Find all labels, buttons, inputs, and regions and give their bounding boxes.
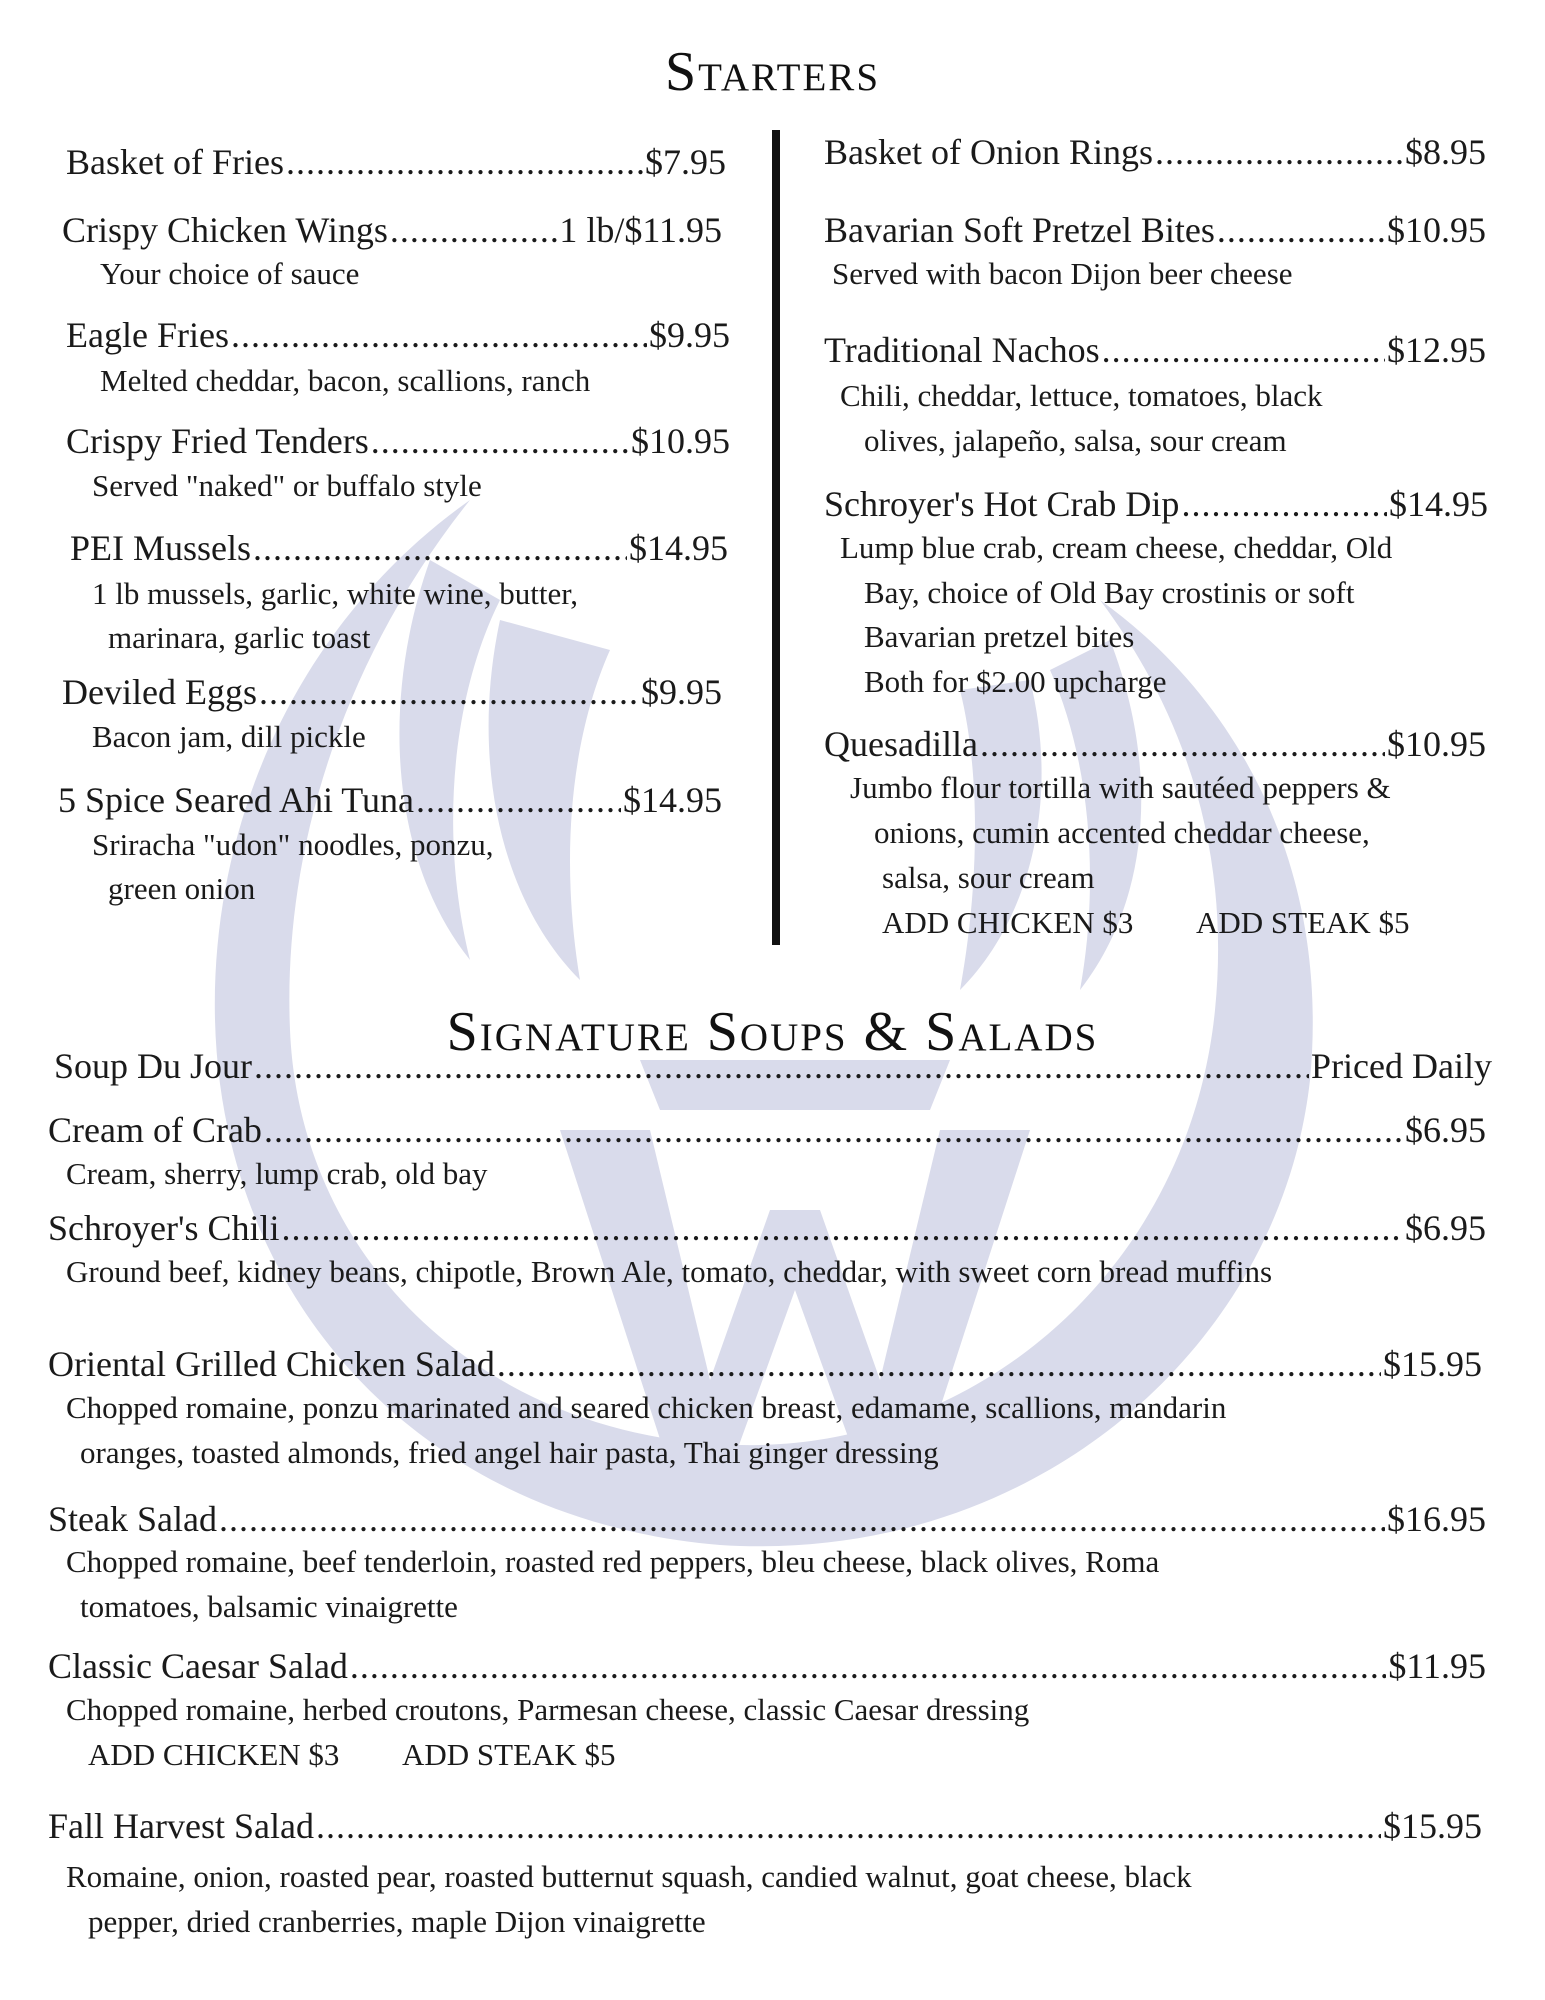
item-description: olives, jalapeño, salsa, sour cream bbox=[864, 423, 1287, 458]
menu-item-pretzel-bites: Bavarian Soft Pretzel Bites ..... $10.95 bbox=[824, 208, 1486, 252]
menu-item-caesar-salad: Classic Caesar Salad ..... $11.95 bbox=[48, 1644, 1486, 1688]
menu-item-deviled-eggs: Deviled Eggs ..... $9.95 bbox=[62, 670, 722, 714]
item-price: $16.95 bbox=[1387, 1499, 1486, 1539]
starters-heading: Starters bbox=[664, 41, 881, 103]
item-price: $14.95 bbox=[623, 780, 722, 820]
addon-chicken: ADD CHICKEN $3 bbox=[88, 1737, 340, 1772]
menu-item-pei-mussels: PEI Mussels ..... $14.95 bbox=[70, 526, 728, 570]
item-price: $6.95 bbox=[1405, 1110, 1486, 1150]
menu-item-soup-du-jour: Soup Du Jour ..... Priced Daily bbox=[54, 1044, 1492, 1088]
item-price: $9.95 bbox=[641, 672, 722, 712]
menu-item-fall-harvest-salad: Fall Harvest Salad ..... $15.95 bbox=[48, 1804, 1482, 1848]
addon-steak: ADD STEAK $5 bbox=[402, 1737, 616, 1772]
item-price: $12.95 bbox=[1387, 330, 1486, 370]
item-description: onions, cumin accented cheddar cheese, bbox=[874, 815, 1370, 850]
item-description: oranges, toasted almonds, fried angel hair pasta, Thai ginger dressing bbox=[80, 1435, 939, 1470]
item-description: 1 lb mussels, garlic, white wine, butter, bbox=[92, 576, 579, 611]
menu-item-quesadilla: Quesadilla ..... $10.95 bbox=[824, 722, 1486, 766]
item-description: pepper, dried cranberries, maple Dijon vinaigrette bbox=[88, 1904, 706, 1939]
item-price: $6.95 bbox=[1405, 1208, 1486, 1248]
item-price: $10.95 bbox=[1387, 724, 1486, 764]
item-description: Cream, sherry, lump crab, old bay bbox=[66, 1156, 488, 1191]
menu-item-hot-crab-dip: Schroyer's Hot Crab Dip ..... $14.95 bbox=[824, 482, 1488, 526]
item-price: $9.95 bbox=[649, 315, 730, 355]
addon-chicken: ADD CHICKEN $3 bbox=[882, 905, 1134, 940]
item-price: $14.95 bbox=[629, 528, 728, 568]
item-price: Priced Daily bbox=[1311, 1046, 1492, 1086]
addon-steak: ADD STEAK $5 bbox=[1196, 905, 1410, 940]
item-description: Served "naked" or buffalo style bbox=[92, 468, 482, 503]
item-description: Chopped romaine, herbed croutons, Parmesan cheese, classic Caesar dressing bbox=[66, 1692, 1030, 1727]
item-description: Lump blue crab, cream cheese, cheddar, Old bbox=[840, 530, 1393, 565]
item-price: $8.95 bbox=[1405, 132, 1486, 172]
menu-item-schroyers-chili: Schroyer's Chili ..... $6.95 bbox=[48, 1206, 1486, 1250]
item-description: Bavarian pretzel bites bbox=[864, 619, 1135, 654]
item-price: $15.95 bbox=[1383, 1344, 1482, 1384]
menu-item-eagle-fries: Eagle Fries ..... $9.95 bbox=[66, 313, 730, 357]
item-description: Romaine, onion, roasted pear, roasted butternut squash, candied walnut, goat cheese, black bbox=[66, 1859, 1192, 1894]
column-divider bbox=[772, 130, 780, 945]
item-price: $14.95 bbox=[1389, 484, 1488, 524]
item-description: green onion bbox=[108, 871, 256, 906]
item-price: $15.95 bbox=[1383, 1806, 1482, 1846]
menu-item-cream-of-crab: Cream of Crab ..... $6.95 bbox=[48, 1108, 1486, 1152]
item-description: Jumbo flour tortilla with sautéed peppers & bbox=[850, 770, 1391, 805]
menu-item-traditional-nachos: Traditional Nachos ..... $12.95 bbox=[824, 328, 1486, 372]
menu-item-oriental-chicken-salad: Oriental Grilled Chicken Salad ..... $15.95 bbox=[48, 1342, 1482, 1386]
menu-item-ahi-tuna: 5 Spice Seared Ahi Tuna ..... $14.95 bbox=[58, 778, 722, 822]
menu-item-basket-of-fries: Basket of Fries ..... $7.95 bbox=[66, 140, 726, 184]
item-price: $11.95 bbox=[1388, 1646, 1486, 1686]
item-description: tomatoes, balsamic vinaigrette bbox=[80, 1589, 458, 1624]
item-description: Sriracha "udon" noodles, ponzu, bbox=[92, 827, 494, 862]
item-description: salsa, sour cream bbox=[882, 860, 1095, 895]
item-description: Ground beef, kidney beans, chipotle, Brown Ale, tomato, cheddar, with sweet corn bread muffins bbox=[66, 1254, 1273, 1289]
menu-item-onion-rings: Basket of Onion Rings ..... $8.95 bbox=[824, 130, 1486, 174]
menu-item-steak-salad: Steak Salad ..... $16.95 bbox=[48, 1497, 1486, 1541]
menu-item-crispy-fried-tenders: Crispy Fried Tenders ..... $10.95 bbox=[66, 419, 730, 463]
menu-item-crispy-chicken-wings: Crispy Chicken Wings ..... 1 lb/$11.95 bbox=[62, 208, 722, 252]
item-price: $10.95 bbox=[1387, 210, 1486, 250]
item-description: Melted cheddar, bacon, scallions, ranch bbox=[100, 363, 591, 398]
item-description: Your choice of sauce bbox=[100, 256, 360, 291]
soups-salads-heading: Signature Soups & Salads bbox=[446, 1001, 1099, 1063]
item-price: $7.95 bbox=[645, 142, 726, 182]
item-price: 1 lb/$11.95 bbox=[559, 210, 722, 250]
item-description: Served with bacon Dijon beer cheese bbox=[832, 256, 1293, 291]
item-description: Chili, cheddar, lettuce, tomatoes, black bbox=[840, 378, 1323, 413]
item-price: $10.95 bbox=[631, 421, 730, 461]
item-description: Bacon jam, dill pickle bbox=[92, 719, 366, 754]
item-description: Both for $2.00 upcharge bbox=[864, 664, 1167, 699]
item-description: Chopped romaine, beef tenderloin, roasted red peppers, bleu cheese, black olives, Roma bbox=[66, 1544, 1160, 1579]
item-description: Bay, choice of Old Bay crostinis or soft bbox=[864, 575, 1355, 610]
item-description: marinara, garlic toast bbox=[108, 620, 371, 655]
item-description: Chopped romaine, ponzu marinated and seared chicken breast, edamame, scallions, mandarin bbox=[66, 1390, 1227, 1425]
